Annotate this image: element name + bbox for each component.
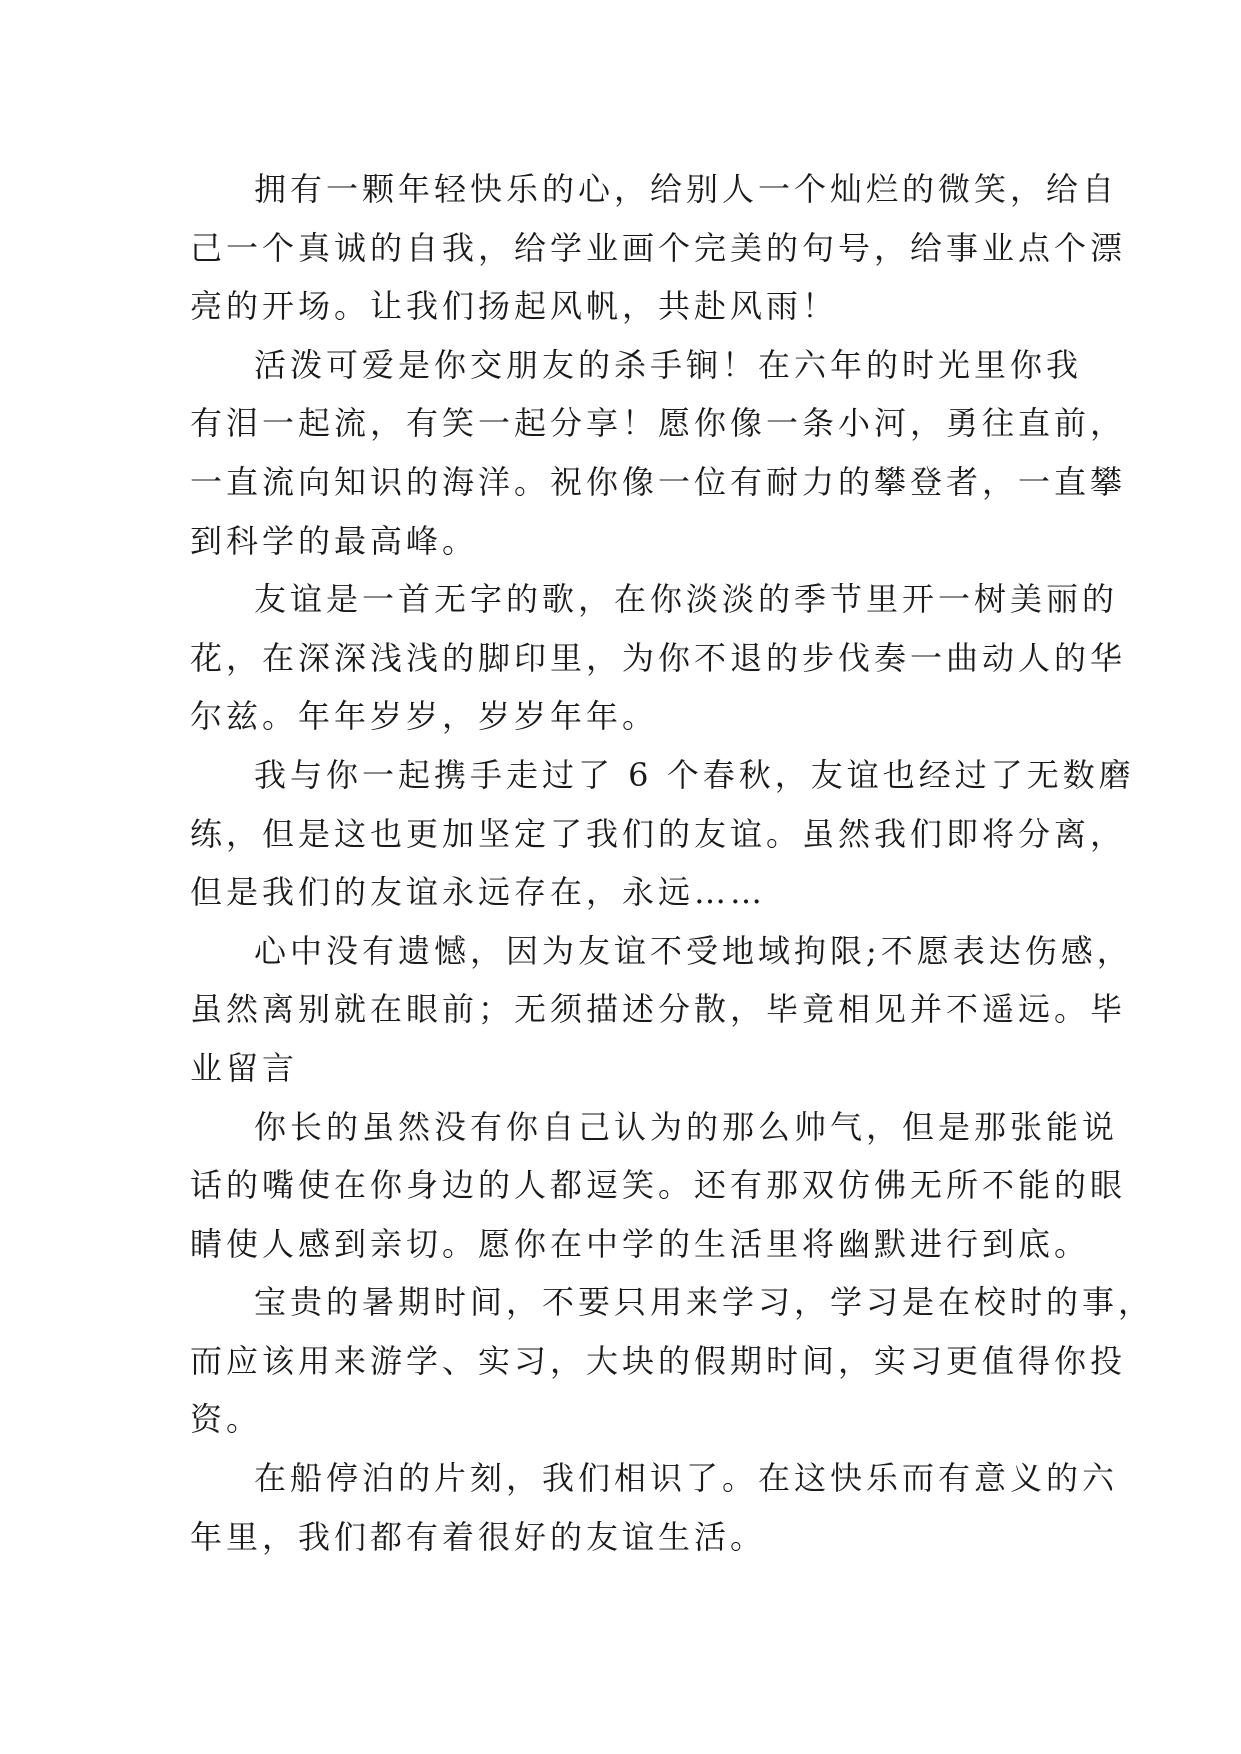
paragraph-1 bbox=[190, 160, 1127, 336]
text-line: 活泼可爱是你交朋友的杀手锏！在六年的时光里你我 bbox=[254, 345, 1083, 384]
paragraph-3 bbox=[190, 570, 1127, 746]
text-line: 到科学的最高峰。 bbox=[190, 521, 479, 560]
text-line: 但是我们的友谊永远存在，永远…… bbox=[190, 873, 767, 912]
document-body bbox=[190, 160, 1155, 1566]
paragraph-2 bbox=[190, 336, 1127, 570]
paragraph-7 bbox=[190, 1273, 1155, 1449]
text-line: 练，但是这也更加坚定了我们的友谊。虽然我们即将分离， bbox=[190, 814, 1127, 853]
text-line: 心中没有遗憾，因为友谊不受地域拘限;不愿表达伤感， bbox=[254, 931, 1133, 970]
text-line: 资。 bbox=[190, 1400, 263, 1439]
text-line: 己一个真诚的自我，给学业画个完美的句号，给事业点个漂 bbox=[190, 228, 1127, 267]
text-line: 亮的开场。让我们扬起风帆，共赴风雨！ bbox=[190, 287, 839, 326]
text-line: 睛使人感到亲切。愿你在中学的生活里将幽默进行到底。 bbox=[190, 1224, 1091, 1263]
text-line: 尔兹。年年岁岁，岁岁年年。 bbox=[190, 697, 659, 736]
text-line: 花，在深深浅浅的脚印里，为你不退的步伐奏一曲动人的华 bbox=[190, 638, 1127, 677]
paragraph-4 bbox=[190, 746, 1135, 922]
paragraph-5 bbox=[190, 922, 1133, 1098]
text-line: 宝贵的暑期时间，不要只用来学习，学习是在校时的事， bbox=[254, 1283, 1155, 1322]
text-line: 话的嘴使在你身边的人都逗笑。还有那双仿佛无所不能的眼 bbox=[190, 1166, 1127, 1205]
text-line: 业留言 bbox=[190, 1048, 299, 1087]
text-line: 友谊是一首无字的歌，在你淡淡的季节里开一树美丽的 bbox=[254, 580, 1119, 619]
text-line: 在船停泊的片刻，我们相识了。在这快乐而有意义的六 bbox=[254, 1459, 1119, 1498]
text-line: 而应该用来游学、实习，大块的假期时间，实习更值得你投 bbox=[190, 1341, 1127, 1380]
text-line: 拥有一颗年轻快乐的心，给别人一个灿烂的微笑，给自 bbox=[254, 170, 1119, 208]
paragraph-6 bbox=[190, 1098, 1127, 1274]
text-line: 有泪一起流，有笑一起分享！愿你像一条小河，勇往直前， bbox=[190, 404, 1127, 443]
text-line: 一直流向知识的海洋。祝你像一位有耐力的攀登者，一直攀 bbox=[190, 462, 1127, 501]
paragraph-8 bbox=[190, 1449, 1119, 1566]
text-line: 我与你一起携手走过了 6 个春秋，友谊也经过了无数磨 bbox=[254, 755, 1135, 794]
text-line: 你长的虽然没有你自己认为的那么帅气，但是那张能说 bbox=[254, 1107, 1119, 1146]
text-line: 年里，我们都有着很好的友谊生活。 bbox=[190, 1517, 767, 1556]
text-line: 虽然离别就在眼前；无须描述分散，毕竟相见并不遥远。毕 bbox=[190, 990, 1127, 1029]
